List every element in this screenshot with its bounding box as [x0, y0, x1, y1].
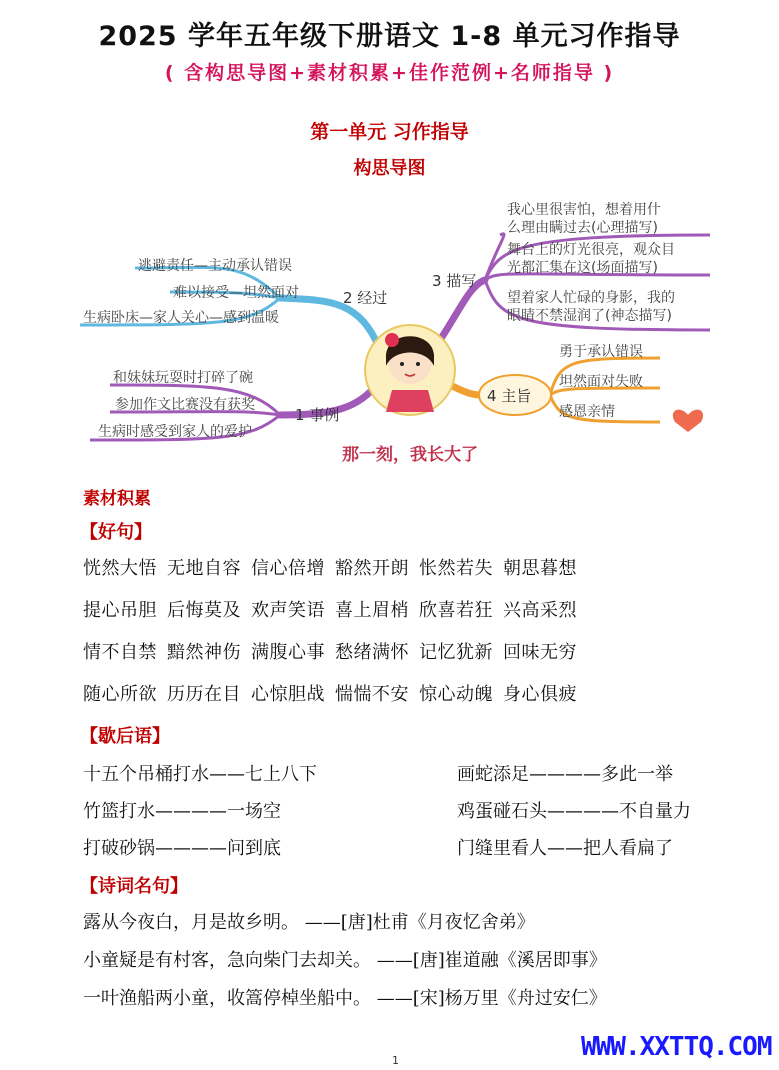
page-number: 1: [392, 1054, 399, 1067]
mindmap-node-2: 2 经过: [343, 289, 388, 307]
idiom: 朝思暮想: [503, 558, 577, 579]
idiom: 黯然神伤: [167, 642, 241, 663]
unit-title: 第一单元 习作指导: [310, 121, 469, 143]
mindmap-title: 构思导图: [353, 158, 426, 179]
mindmap-item: 生病卧床—家人关心—感到温暖: [83, 310, 279, 326]
mindmap-item: 么理由瞒过去(心理描写): [507, 220, 658, 236]
idiom: 恍然大悟: [83, 558, 157, 579]
idiom: 身心俱疲: [503, 684, 577, 705]
idiom: 后悔莫及: [167, 600, 241, 621]
idiom: 满腹心事: [251, 642, 325, 663]
idiom: 惴惴不安: [335, 684, 409, 705]
idiom: 信心倍增: [251, 558, 325, 579]
idiom: 情不自禁: [83, 642, 157, 663]
idiom: 喜上眉梢: [335, 600, 409, 621]
xiehouyu-item: 竹篮打水————一场空: [83, 801, 281, 822]
idiom: 无地自容: [167, 558, 241, 579]
idiom-row: [83, 680, 587, 706]
mindmap-item: 生病时感受到家人的爱护: [98, 424, 252, 440]
idiom-row: [83, 554, 587, 580]
idiom: 提心吊胆: [83, 600, 157, 621]
watermark-link[interactable]: WWW.XXTTQ.COM: [581, 1032, 772, 1062]
xiehouyu-heading: 【歇后语】: [80, 726, 170, 747]
mindmap-item: 望着家人忙碌的身影，我的: [507, 290, 675, 306]
mindmap-node-3: 3 描写: [432, 272, 477, 290]
xiehouyu-item: 门缝里看人——把人看扁了: [457, 838, 673, 859]
xiehouyu-item: 鸡蛋碰石头————不自量力: [457, 801, 691, 822]
idiom: 历历在目: [167, 684, 241, 705]
idiom-row: [83, 596, 587, 622]
idiom: 怅然若失: [419, 558, 493, 579]
idiom: 随心所欲: [83, 684, 157, 705]
mindmap-item: 光都汇集在这(场面描写): [507, 260, 658, 276]
mindmap: [80, 190, 720, 470]
xiehouyu-item: 画蛇添足————多此一举: [457, 764, 673, 785]
mindmap-item: 舞台上的灯光很亮，观众目: [507, 242, 675, 258]
idiom: 欣喜若狂: [419, 600, 493, 621]
mindmap-item: 参加作文比赛没有获奖: [115, 397, 255, 413]
idiom: 欢声笑语: [251, 600, 325, 621]
poem-line: 小童疑是有村客，急向柴门去却关。 ——[唐]崔道融《溪居即事》: [83, 950, 607, 971]
poem-line: 一叶渔船两小童，收篙停棹坐船中。 ——[宋]杨万里《舟过安仁》: [83, 988, 607, 1009]
mindmap-item: 我心里很害怕，想着用什: [507, 202, 661, 218]
poem-line: 露从今夜白，月是故乡明。 ——[唐]杜甫《月夜忆舍弟》: [83, 912, 535, 933]
mindmap-node-4: 4 主旨: [487, 387, 532, 405]
mindmap-item: 难以接受—坦然面对: [173, 285, 299, 301]
mindmap-node-1: 1 事例: [295, 406, 340, 424]
heart-icon: [673, 410, 703, 432]
mindmap-item: 逃避责任—主动承认错误: [138, 258, 292, 274]
document-title: 2025 学年五年级下册语文 1-8 单元习作指导: [98, 21, 681, 52]
idiom: 兴高采烈: [503, 600, 577, 621]
xiehouyu-item: 打破砂锅————问到底: [83, 838, 281, 859]
idiom-row: [83, 638, 587, 664]
mindmap-item: 坦然面对失败: [559, 374, 643, 390]
poems-heading: 【诗词名句】: [80, 876, 188, 897]
xiehouyu-item: 十五个吊桶打水——七上八下: [83, 764, 317, 785]
idiom: 心惊胆战: [251, 684, 325, 705]
material-heading: 素材积累: [83, 489, 151, 509]
mindmap-item: 和妹妹玩耍时打碎了碗: [113, 370, 253, 386]
mindmap-item: 眼睛不禁湿润了(神态描写): [507, 308, 672, 324]
idiom: 愁绪满怀: [335, 642, 409, 663]
idiom: 记忆犹新: [419, 642, 493, 663]
good-words-heading: 【好句】: [80, 522, 152, 543]
mindmap-item: 勇于承认错误: [559, 344, 643, 360]
mindmap-item: 感恩亲情: [559, 404, 615, 420]
idiom: 豁然开朗: [335, 558, 409, 579]
mindmap-center-topic: 那一刻，我长大了: [342, 445, 478, 465]
idiom: 惊心动魄: [419, 684, 493, 705]
document-subtitle: ( 含构思导图+素材积累+佳作范例+名师指导 ): [164, 62, 615, 84]
idiom: 回味无穷: [503, 642, 577, 663]
